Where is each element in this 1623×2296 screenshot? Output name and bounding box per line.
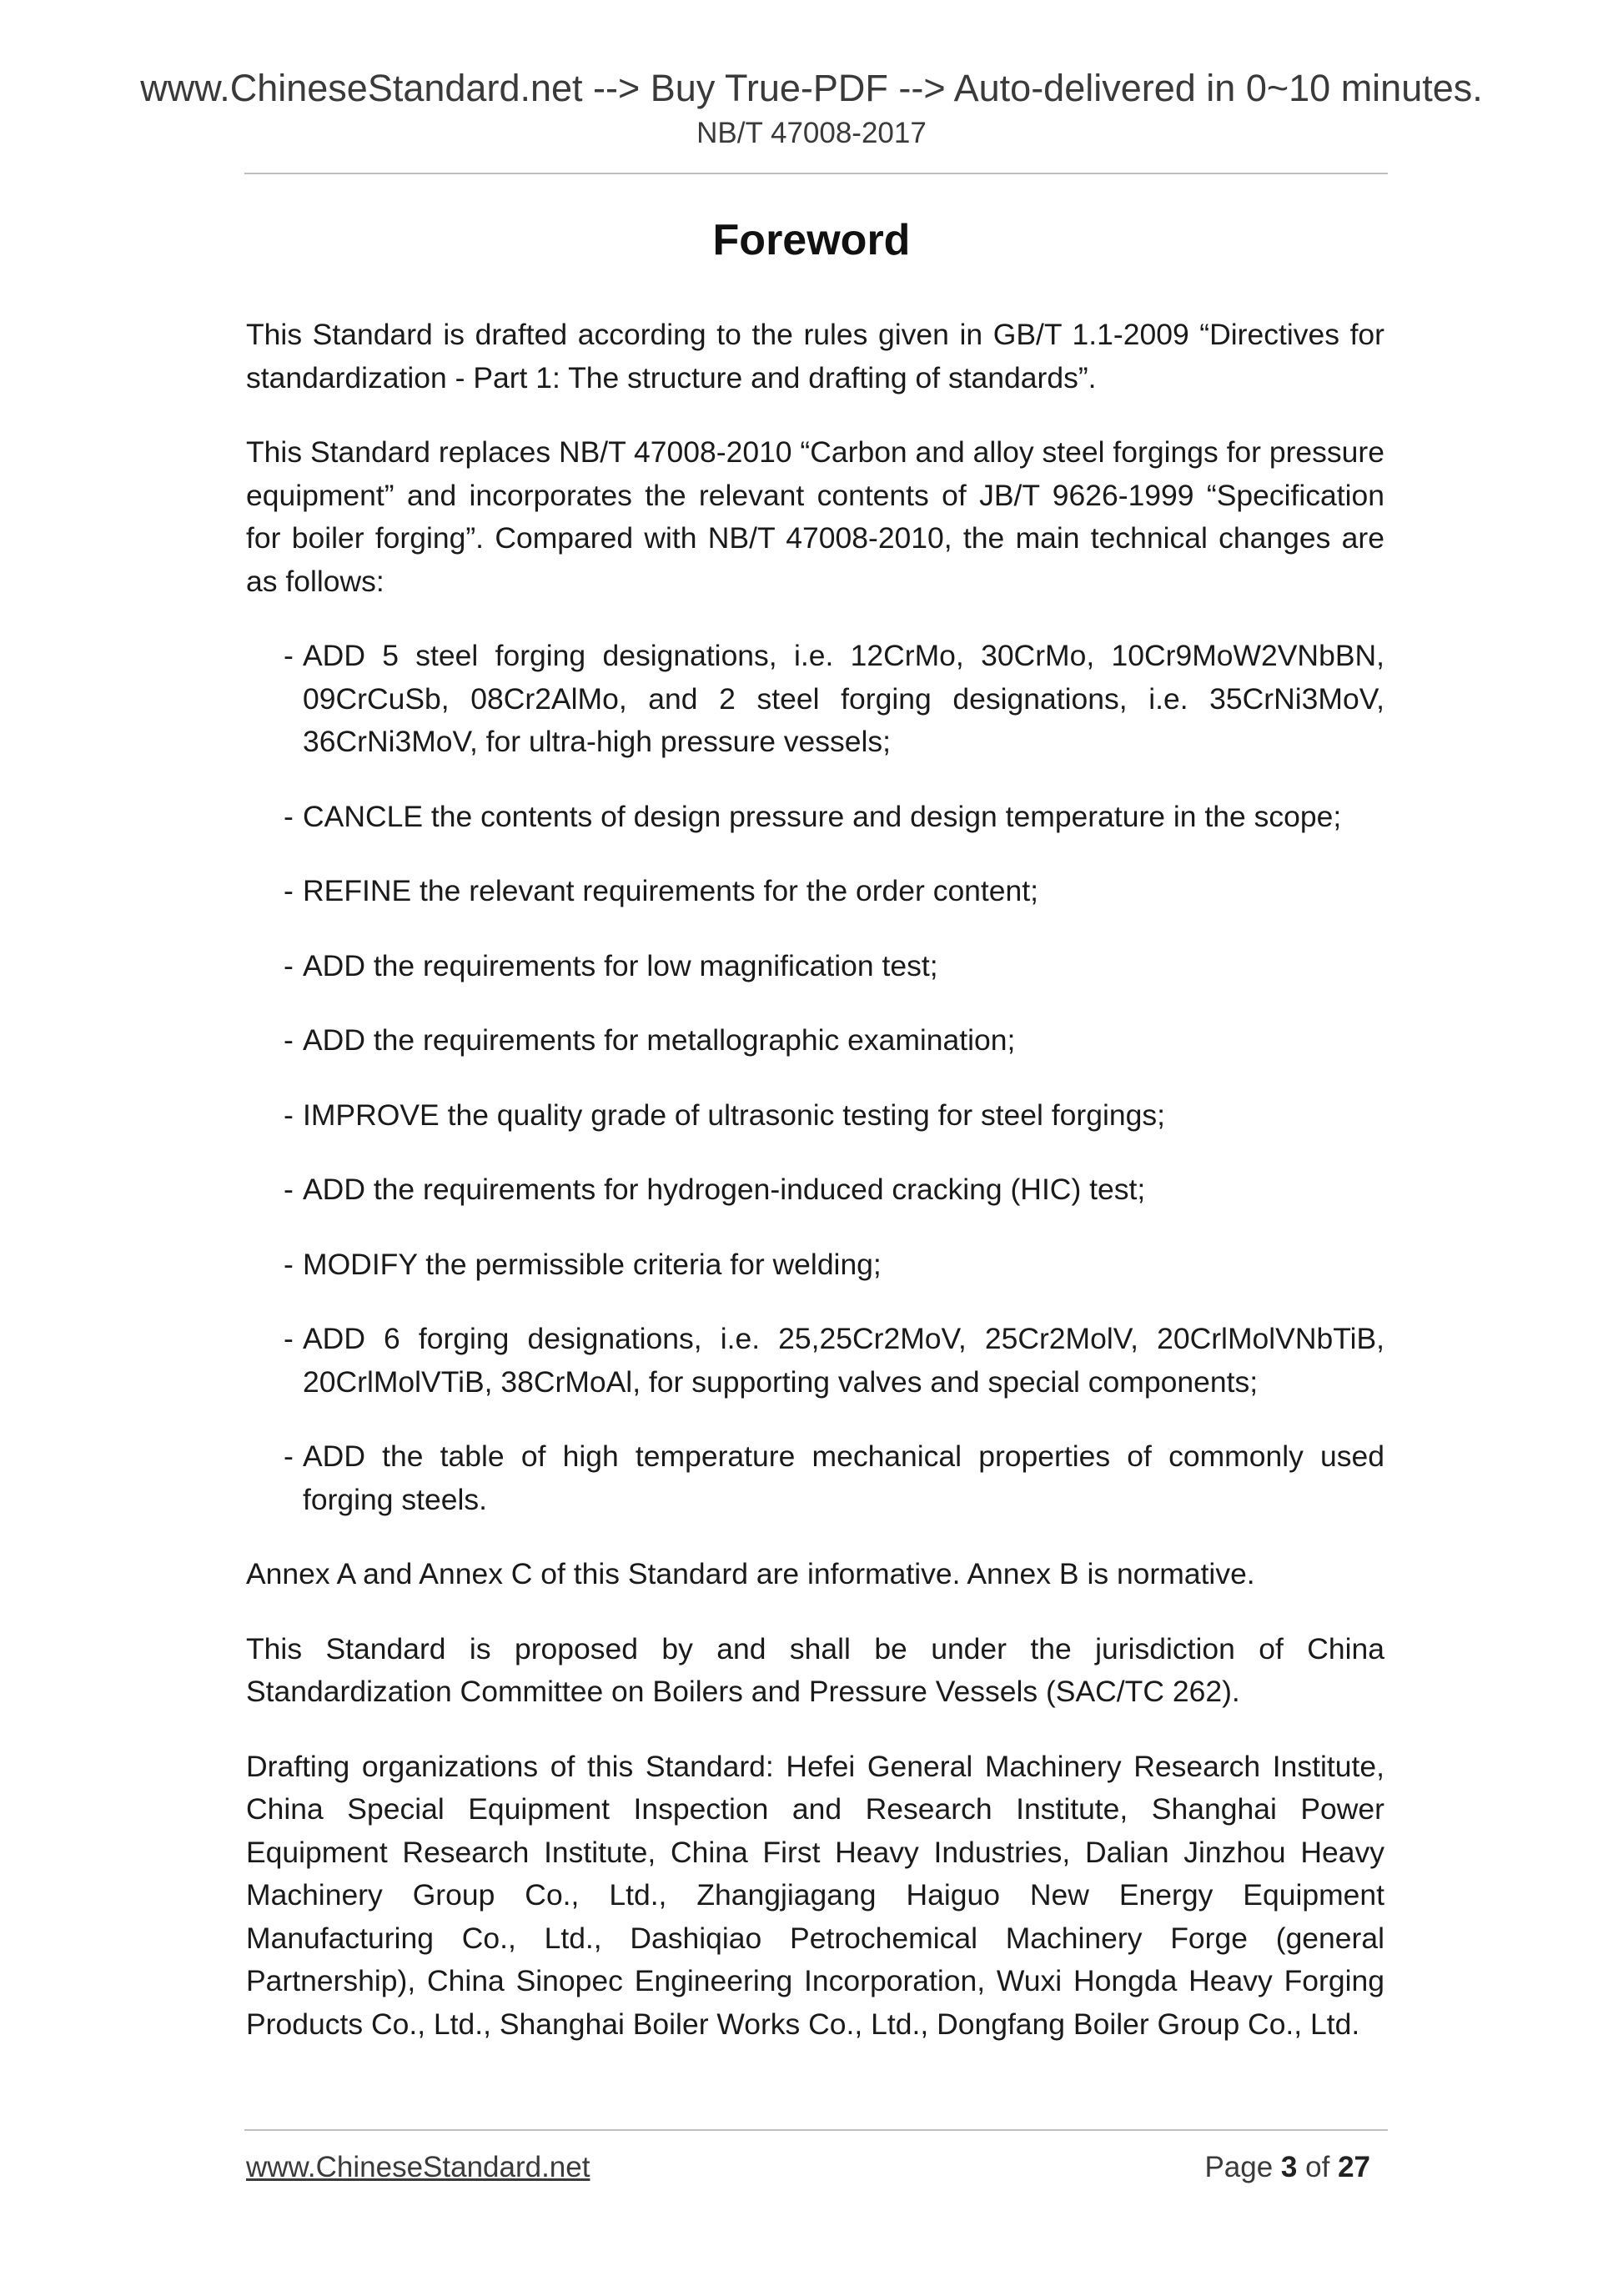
- list-item: [246, 1168, 1384, 1212]
- list-item: [246, 1094, 1384, 1138]
- list-item-text: IMPROVE the quality grade of ultrasonic testing for steel forgings;: [303, 1098, 1165, 1132]
- technical-changes-list: [246, 635, 1384, 1521]
- paragraph-replaces: This Standard replaces NB/T 47008-2010 “Carbon and alloy steel forgings for pressure equipment” and incorporates the relevant contents of JB/T 9626-1999 “Specification for boiler forging”. Compared with NB/T 47008-2010, the main technical changes are as follows:: [246, 435, 1384, 598]
- list-item: [246, 1318, 1384, 1404]
- page-of: of: [1305, 2151, 1330, 2183]
- list-item-text: ADD the requirements for low magnification test;: [303, 948, 938, 982]
- dash-bullet: -: [284, 1247, 294, 1281]
- list-item: [246, 1243, 1384, 1287]
- list-item: [246, 1019, 1384, 1063]
- footer-divider: [244, 2129, 1388, 2131]
- page-number: [1204, 2149, 1370, 2186]
- list-item-text: ADD the table of high temperature mechanical properties of commonly used forging steels.: [303, 1439, 1384, 1516]
- paragraph-drafting-organizations: Drafting organizations of this Standard: Hefei General Machinery Research Institute, China Special Equipment Inspection and Research Institute, Shanghai Power Equipment Research Institute, China First Heavy Industries, Dalian Jinzhou Heavy Machinery Group Co., Ltd., Zhangjiagang Haiguo New Energy Equipment Manufacturing Co., Ltd., Dashiqiao Petrochemical Machinery Forge (general Partnership), China Sinopec Engineering Incorporation, Wuxi Hongda Heavy Forging Products Co., Ltd., Shanghai Boiler Works Co., Ltd., Dongfang Boiler Group Co., Ltd.: [246, 1749, 1384, 2041]
- dash-bullet: -: [284, 948, 294, 982]
- dash-bullet: -: [284, 1173, 294, 1206]
- paragraph-jurisdiction: This Standard is proposed by and shall be under the jurisdiction of China Standardization Committee on Boilers and Pressure Vessels (SAC/TC 262).: [246, 1631, 1384, 1708]
- list-item: [246, 1435, 1384, 1521]
- header-divider: [244, 173, 1388, 174]
- list-item-text: ADD the requirements for metallographic examination;: [303, 1023, 1016, 1057]
- list-item-text: REFINE the relevant requirements for the order content;: [303, 874, 1039, 907]
- dash-bullet: -: [284, 874, 294, 907]
- dash-bullet: -: [284, 1023, 294, 1057]
- list-item-text: ADD the requirements for hydrogen-induced cracking (HIC) test;: [303, 1173, 1146, 1206]
- document-body: [246, 314, 1384, 2077]
- page-total: 27: [1338, 2151, 1370, 2183]
- dash-bullet: -: [284, 1098, 294, 1132]
- footer-site-link[interactable]: www.ChineseStandard.net: [246, 2151, 590, 2183]
- header-banner: www.ChineseStandard.net --> Buy True-PDF --> Auto-delivered in 0~10 minutes.: [140, 67, 1483, 109]
- dash-bullet: -: [284, 639, 294, 672]
- list-item: [246, 796, 1384, 839]
- page-current: 3: [1280, 2151, 1298, 2183]
- list-item-text: MODIFY the permissible criteria for welding;: [303, 1247, 882, 1281]
- dash-bullet: -: [284, 799, 294, 833]
- list-item-text: CANCLE the contents of design pressure and design temperature in the scope;: [303, 799, 1342, 833]
- page-word: Page: [1204, 2151, 1274, 2183]
- dash-bullet: -: [284, 1322, 294, 1355]
- list-item-text: ADD 6 forging designations, i.e. 25,25Cr2MoV, 25Cr2MolV, 20CrlMolVNbTiB, 20CrlMolVTiB, 38CrMoAl, for supporting valves and special components;: [303, 1322, 1384, 1399]
- list-item: [246, 870, 1384, 913]
- paragraph-drafting-rules: This Standard is drafted according to the rules given in GB/T 1.1-2009 “Directives for standardization - Part 1: The structure and drafting of standards”.: [246, 318, 1384, 394]
- standard-code: NB/T 47008-2017: [696, 117, 927, 149]
- page-title: Foreword: [712, 216, 911, 264]
- list-item: [246, 945, 1384, 988]
- list-item-text: ADD 5 steel forging designations, i.e. 12CrMo, 30CrMo, 10Cr9MoW2VNbBN, 09CrCuSb, 08Cr2AlMo, and 2 steel forging designations, i.e. 35CrNi3MoV, 36CrNi3MoV, for ultra-high pressure vessels;: [303, 639, 1384, 758]
- list-item: [246, 635, 1384, 764]
- paragraph-annexes: Annex A and Annex C of this Standard are informative. Annex B is normative.: [246, 1557, 1255, 1590]
- dash-bullet: -: [284, 1439, 294, 1473]
